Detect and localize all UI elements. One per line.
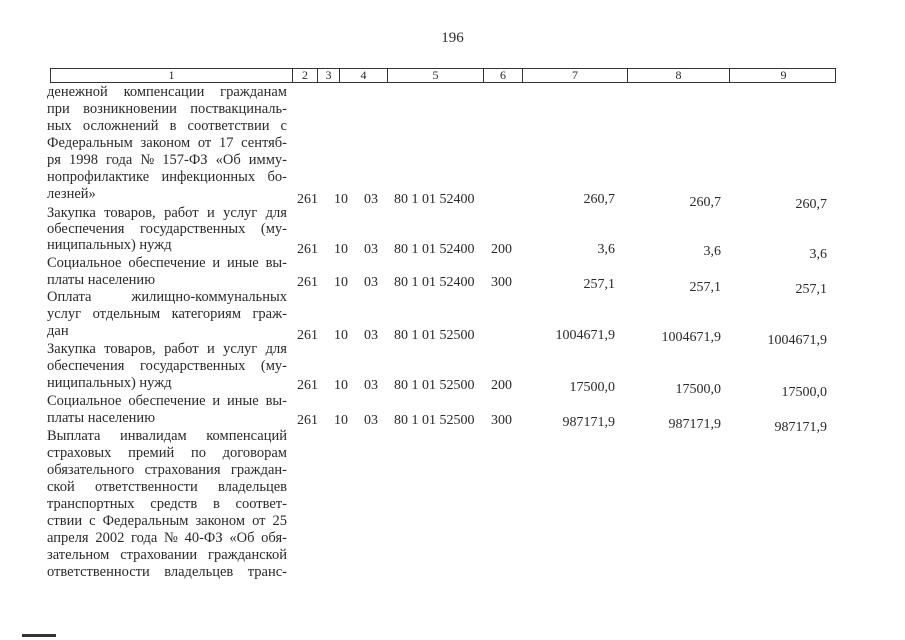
page-number: 196	[441, 30, 464, 46]
cell-admin: 261	[297, 192, 318, 207]
cell-target: 80 1 01 52400	[394, 192, 475, 207]
row-text-line: обеспечения государственных (му-	[47, 358, 287, 374]
cell-subsection: 03	[364, 413, 378, 428]
cell-amount-8: 1004671,9	[661, 330, 721, 345]
scan-edge-mark	[22, 634, 56, 637]
cell-subsection: 03	[364, 328, 378, 343]
header-col-4: 4	[339, 68, 387, 83]
cell-admin: 261	[297, 413, 318, 428]
cell-subsection: 03	[364, 242, 378, 257]
cell-section: 10	[334, 275, 348, 290]
intro-line: нопрофилактике инфекционных бо-	[47, 169, 287, 185]
row-text-line: обязательного страхования граждан-	[47, 462, 287, 478]
cell-admin: 261	[297, 275, 318, 290]
cell-amount-9: 987171,9	[774, 420, 827, 435]
row-text-line: обеспечения государственных (му-	[47, 221, 287, 237]
row-text-line: Социальное обеспечение и иные вы-	[47, 255, 287, 271]
intro-line: ря 1998 года № 157-ФЗ «Об имму-	[47, 152, 287, 168]
cell-target: 80 1 01 52400	[394, 275, 475, 290]
cell-section: 10	[334, 413, 348, 428]
row-text-line: дан	[47, 323, 69, 339]
cell-target: 80 1 01 52500	[394, 328, 475, 343]
table-header	[50, 68, 836, 83]
cell-amount-7: 257,1	[583, 277, 615, 292]
header-col-7: 7	[522, 68, 627, 83]
cell-expense-type: 200	[491, 378, 512, 393]
row-text-line: платы населению	[47, 272, 156, 288]
cell-amount-7: 260,7	[583, 192, 615, 207]
cell-subsection: 03	[364, 378, 378, 393]
cell-amount-8: 257,1	[689, 280, 721, 295]
cell-admin: 261	[297, 378, 318, 393]
header-col-5: 5	[387, 68, 483, 83]
cell-section: 10	[334, 328, 348, 343]
cell-expense-type: 300	[491, 275, 512, 290]
header-col-9: 9	[729, 68, 837, 83]
cell-section: 10	[334, 378, 348, 393]
row-text-line: Социальное обеспечение и иные вы-	[47, 393, 287, 409]
cell-admin: 261	[297, 242, 318, 257]
cell-expense-type: 200	[491, 242, 512, 257]
cell-amount-8: 17500,0	[675, 382, 721, 397]
cell-amount-8: 3,6	[703, 244, 721, 259]
cell-subsection: 03	[364, 275, 378, 290]
cell-amount-7: 987171,9	[562, 415, 615, 430]
row-text-line: ниципальных) нужд	[47, 375, 172, 391]
row-text-line: Выплата инвалидам компенсаций	[47, 428, 287, 444]
row-text-line: Закупка товаров, работ и услуг для	[47, 205, 287, 221]
header-col-2: 2	[292, 68, 317, 83]
cell-target: 80 1 01 52500	[394, 413, 475, 428]
cell-amount-9: 257,1	[795, 282, 827, 297]
row-text-line: страховых премий по договорам	[47, 445, 287, 461]
header-col-1: 1	[168, 68, 175, 82]
cell-amount-9: 17500,0	[781, 385, 827, 400]
row-text-line: зательном страховании гражданской	[47, 547, 287, 563]
intro-line: Федеральным законом от 17 сентяб-	[47, 135, 287, 151]
cell-amount-8: 260,7	[689, 195, 721, 210]
cell-subsection: 03	[364, 192, 378, 207]
cell-amount-9: 260,7	[795, 197, 827, 212]
row-text-line: ской ответственности владельцев	[47, 479, 287, 495]
cell-amount-7: 3,6	[597, 242, 615, 257]
intro-line: ных осложнений в соответствии с	[47, 118, 287, 134]
header-col-3: 3	[317, 68, 339, 83]
cell-target: 80 1 01 52400	[394, 242, 475, 257]
header-col-6: 6	[483, 68, 522, 83]
cell-amount-9: 3,6	[809, 247, 827, 262]
row-text-line: платы населению	[47, 410, 156, 426]
cell-amount-9: 1004671,9	[767, 333, 827, 348]
row-text-line: Закупка товаров, работ и услуг для	[47, 341, 287, 357]
row-text-line: апреля 2002 года № 40-ФЗ «Об обя-	[47, 530, 287, 546]
intro-line: при возникновении поствакциналь-	[47, 101, 287, 117]
row-text-line: ниципальных) нужд	[47, 237, 172, 253]
row-text-line: ствии с Федеральным законом от 25	[47, 513, 287, 529]
cell-amount-7: 17500,0	[569, 380, 615, 395]
row-text-line: Оплата жилищно-коммунальных	[47, 289, 287, 305]
cell-admin: 261	[297, 328, 318, 343]
cell-target: 80 1 01 52500	[394, 378, 475, 393]
cell-amount-8: 987171,9	[668, 417, 721, 432]
cell-amount-7: 1004671,9	[555, 328, 615, 343]
intro-line: денежной компенсации гражданам	[47, 84, 287, 100]
cell-section: 10	[334, 192, 348, 207]
row-text-line: услуг отдельным категориям граж-	[47, 306, 287, 322]
cell-expense-type: 300	[491, 413, 512, 428]
intro-line: лезней»	[47, 186, 96, 202]
row-text-line: транспортных средств в соответ-	[47, 496, 287, 512]
header-col-8: 8	[627, 68, 729, 83]
row-text-line: ответственности владельцев транс-	[47, 564, 287, 580]
cell-section: 10	[334, 242, 348, 257]
